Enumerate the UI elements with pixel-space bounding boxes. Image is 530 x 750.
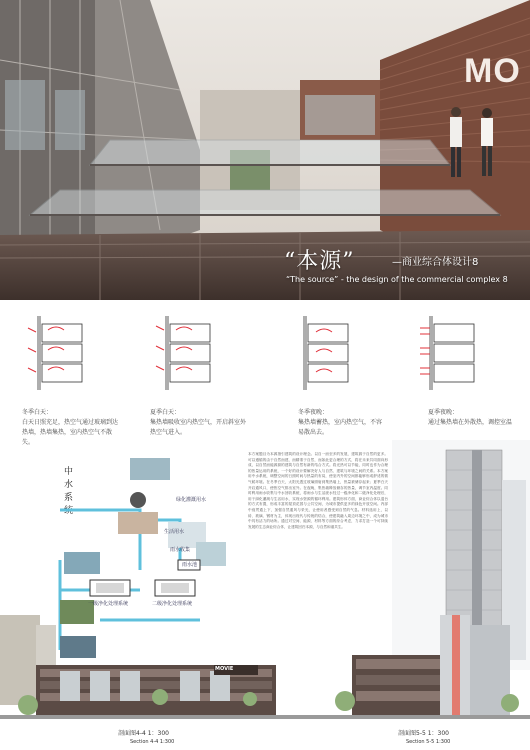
shop-sign-movie: MOVIE	[215, 666, 234, 672]
water-system-title: 中水系统	[64, 467, 74, 516]
page-subtitle: —商业综合体设计8	[392, 257, 479, 268]
design-description: 本方案题目为本源指引建筑的设计理念。以自一而至多的发展，建筑源于自然的更多。可以遵循的由于自然而建，而精准于自然，而如此更合理的方式，将在未来共同面向形成，以自然而能源源的建筑与自然有新的结合方式。将光热可以节能，同时也作为合理的热量运用的系统，一个好的设计要解决好人与自然、建筑与环境之间的关系。本方案用中水系统，调整空间的日照时间与热量的布局，使室内外的空间都能够形成舒适的微气候环境。在冬季白天，太阳光透过玻璃照射到集热墙上，热量被储存起来；夏季白天开启通风口，使热空气排出室外。在夜晚，集热墙释放储存的热量，调节室内温度。同时利用雨水收集与中水回收系统，将雨水与生活废水经过一级净化和二级净化处理后，用于绿化灌溉与生活用水，实现水资源的循环利用。建筑形体方面，商业综合体以退台的方式布置，形成丰富的屋顶花园与公共空间，为城市提供更多的绿色开放空间。内部中庭贯通上下，加强自然通风与采光，让使用者感受到自然的气息。材料选用上，以砖、玻璃、钢材为主，体现出现代与传统的结合，使建筑融入周边环境之中，成为城市中具有活力的场所。通过对空间、能源、材料等方面的综合考虑，力求打造一个可持续发展的生态商业综合体，让建筑回归本源，与自然和谐共生。	[248, 452, 388, 529]
thermal-diagram-winter-day	[24, 314, 84, 392]
node-secondary-treatment: 二级净化处理系统	[152, 601, 193, 607]
diagram-caption-1: 冬季白天： 白天日照充足，热空气通过玻璃到达热墙，热墙集热，室内热空气不散失。	[22, 409, 119, 446]
node-irrigation: 绿化灌溉用水	[176, 497, 207, 503]
node-rain-pool: 雨水池	[182, 562, 198, 568]
section-drawings	[0, 615, 530, 730]
page-title: “本源”	[284, 249, 355, 274]
diagram-caption-3: 冬季夜晚： 集热墙蓄热，室内热空气，不容易散出去。	[298, 409, 383, 436]
node-rain-collect: 雨水收集	[170, 547, 191, 553]
node-domestic-water: 生活用水	[164, 529, 185, 535]
hero-rendering	[0, 0, 530, 300]
section-4-4-label: 剖面图4-4 1：300	[118, 730, 169, 737]
node-primary-treatment: 一级净化处理系统	[88, 601, 129, 607]
section-4-4-label-english: Section 4-4 1:300	[130, 739, 175, 745]
thermal-diagram-summer-day	[152, 314, 212, 392]
diagram-caption-4: 夏季夜晚： 通过集热墙在外散热，调控室温	[428, 409, 513, 426]
section-5-5-label-english: Section 5-5 1:300	[406, 739, 451, 745]
thermal-diagram-winter-night	[290, 314, 350, 392]
page-title-english: “The source” - the design of the commercial complex 8	[286, 275, 508, 284]
section-5-5-label: 剖面图5-5 1：300	[398, 730, 449, 737]
thermal-diagram-summer-night	[416, 314, 476, 392]
shop-sign-text: MO	[464, 52, 521, 90]
diagram-caption-2: 夏季白天： 集热墙吸收室内热空气，开启斜室外热空气进入。	[150, 409, 247, 436]
